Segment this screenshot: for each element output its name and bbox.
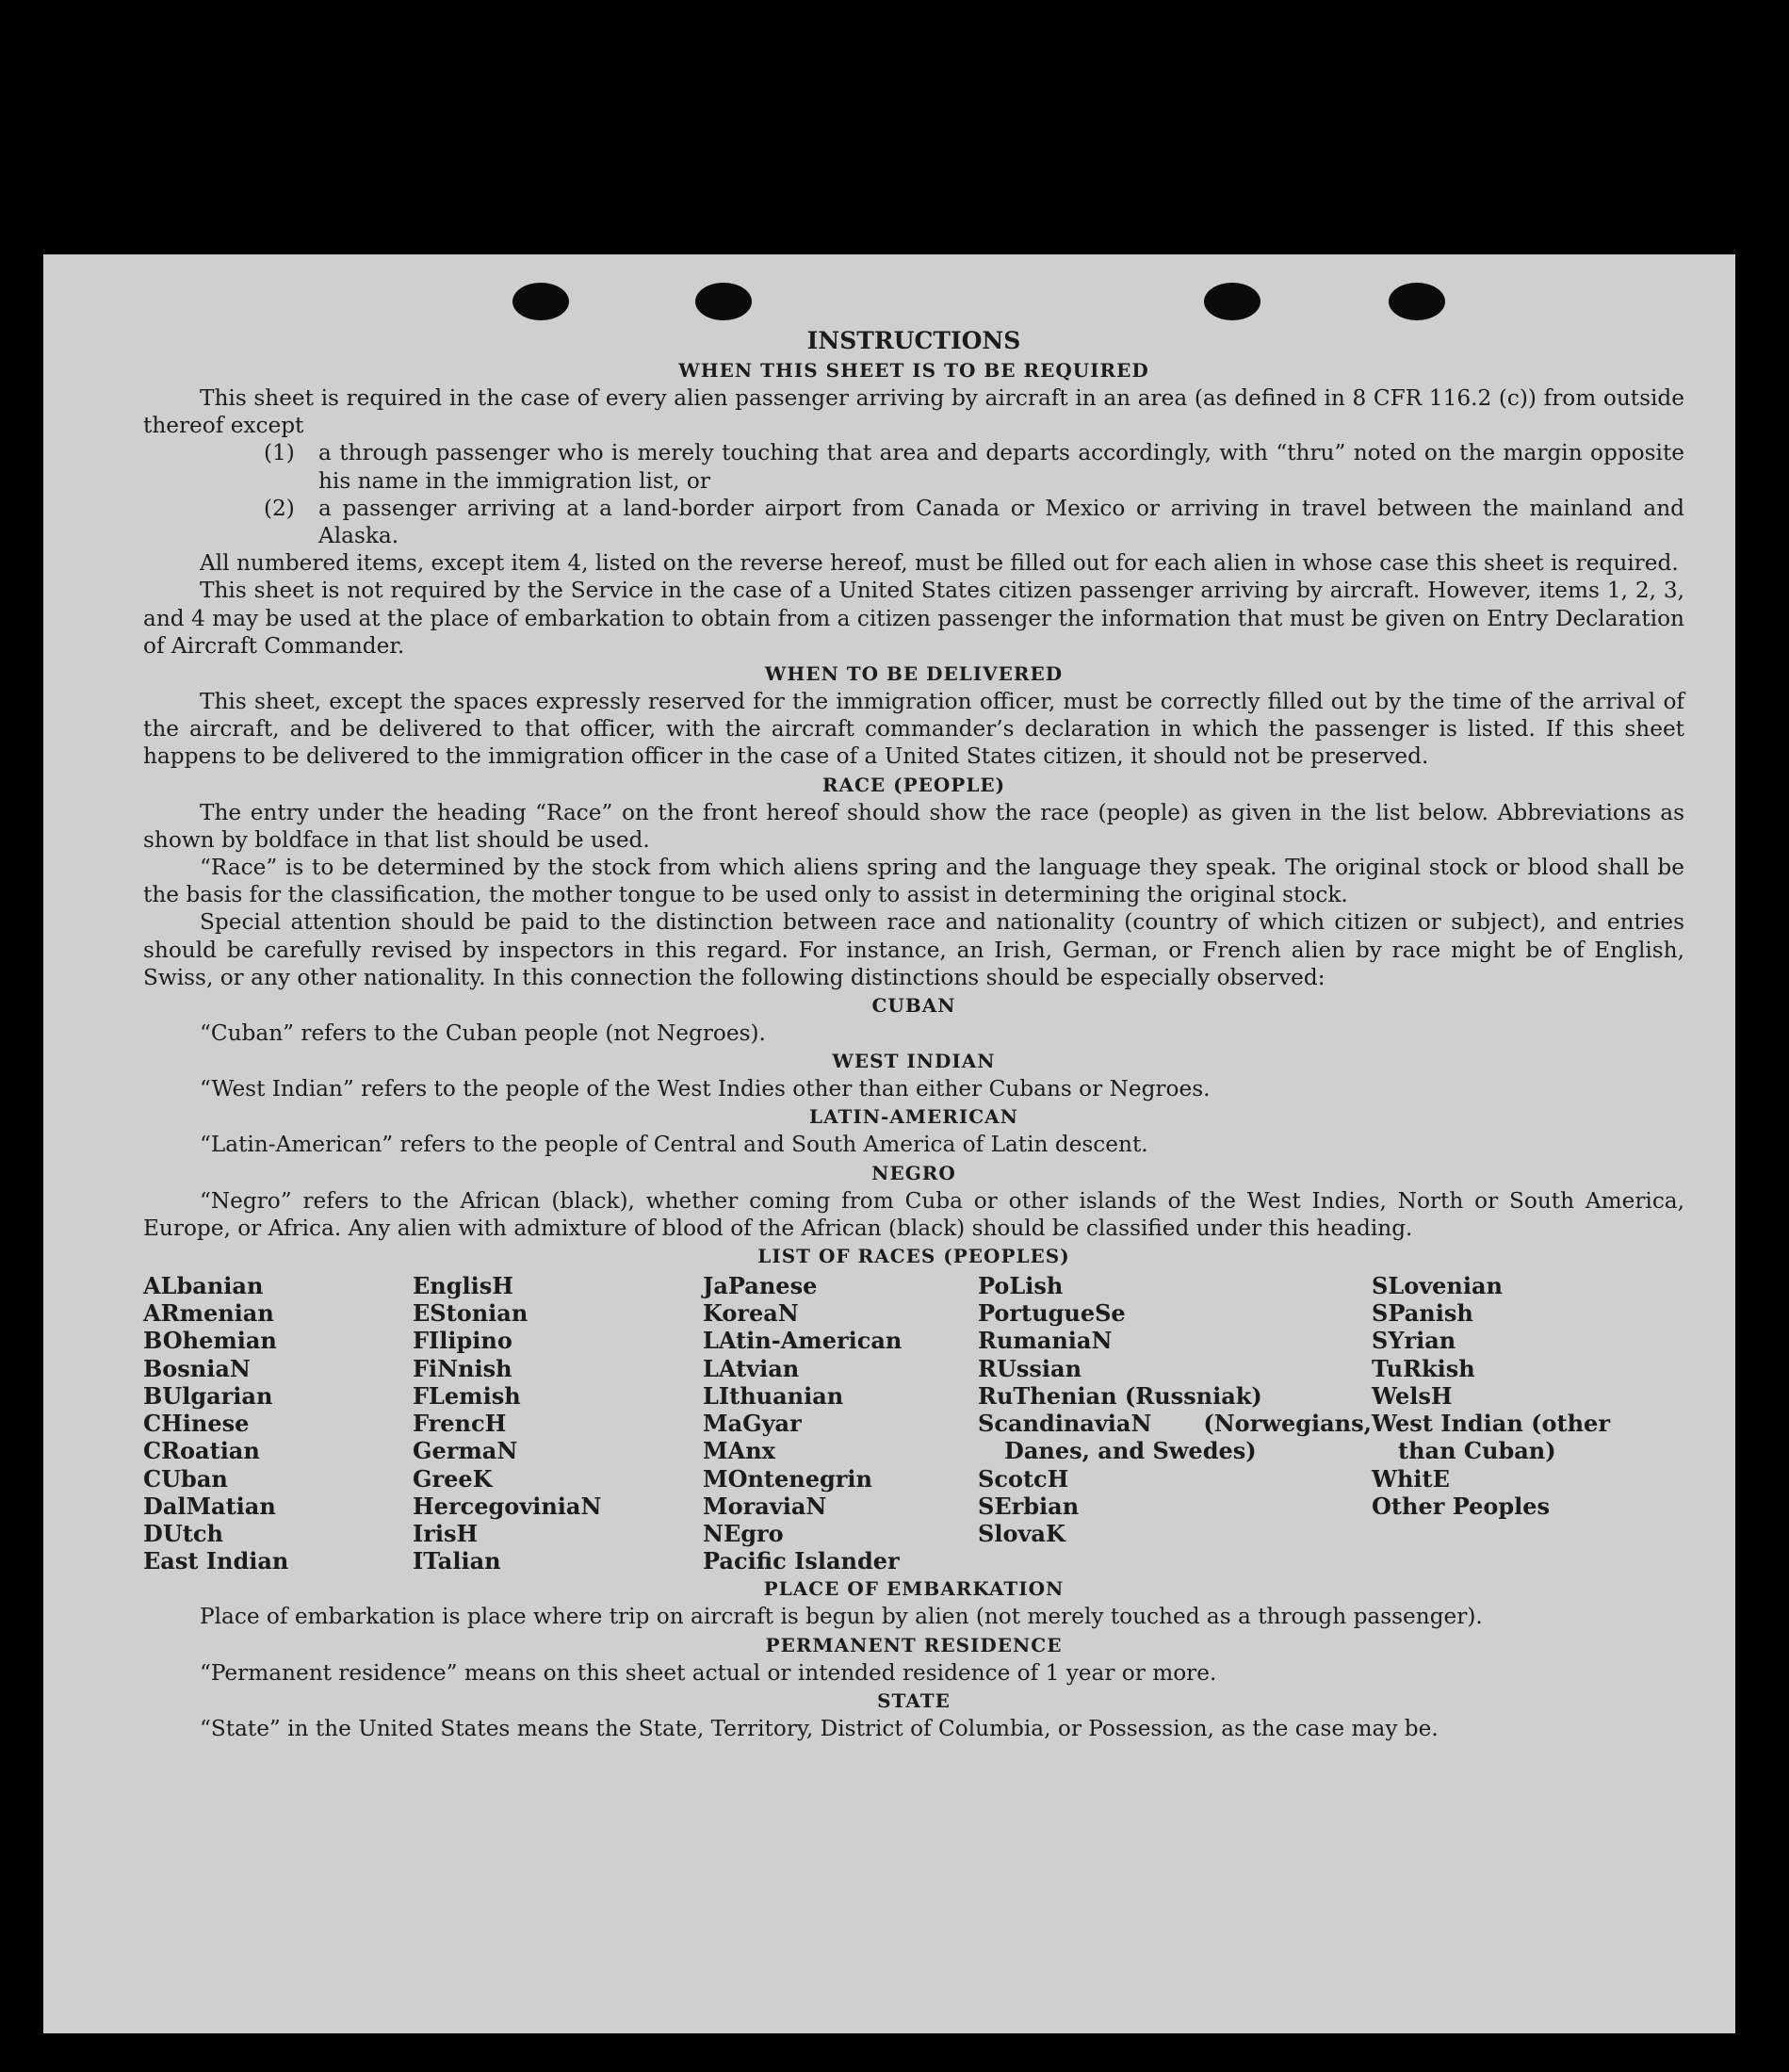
required-paragraph: This sheet is not required by the Service in the case of a United States citizen passenger arriving by aircraft. However, items 1, 2, 3, and 4 may be used at the place of embarkation to obtain from a citizen passenger the information that must be given on Entry Declaration of Aircraft Commander. xyxy=(143,578,1684,659)
race-entry: IrisH xyxy=(413,1519,479,1547)
race-entry: West Indian (other than Cuban) xyxy=(1372,1410,1610,1465)
race-paragraph: The entry under the heading “Race” on the front hereof should show the race (people) as given in the list below. Abbreviations as shown by boldface in that list should be used. xyxy=(143,799,1684,853)
race-entry: CRoatian xyxy=(143,1437,260,1465)
race-entry: SLovenian xyxy=(1372,1272,1503,1300)
race-entry: East Indian xyxy=(143,1547,289,1575)
race-entry: EnglisH xyxy=(413,1272,513,1300)
race-entry: MoraviaN xyxy=(703,1492,827,1520)
race-entry: FLemish xyxy=(413,1381,521,1410)
race-entry: PortugueSe xyxy=(978,1299,1126,1328)
race-entry: Other Peoples xyxy=(1372,1492,1551,1520)
race-entry: DalMatian xyxy=(143,1492,276,1520)
cuban-definition: “Cuban” refers to the Cuban people (not Negroes). xyxy=(200,1020,766,1047)
delivered-paragraph: This sheet, except the spaces expressly reserved for the immigration officer, must be correctly filled out by the time of the arrival of the aircraft, and be delivered to that officer, with the aircraft commander’s declaration in which the passenger is listed. If this sheet happens to be delivered to the immigration officer in the case of a United States citizen, it should not be preserved. xyxy=(143,689,1684,770)
race-column-1 xyxy=(143,1272,413,1574)
race-paragraph: Special attention should be paid to the distinction between race and nationality (country of which citizen or subject), and entries should be carefully revised by inspectors in this regard. For instance, an Irish, German, or French alien by race might be of English, Swiss, or any other nationality. In this connection the following distinctions should be especially observed: xyxy=(143,909,1684,990)
race-entry: TuRkish xyxy=(1372,1354,1475,1382)
section-heading-state: STATE xyxy=(877,1689,951,1712)
section-heading-embarkation: PLACE OF EMBARKATION xyxy=(763,1577,1065,1601)
race-entry: GermaN xyxy=(413,1437,518,1465)
race-entry: MaGyar xyxy=(703,1410,802,1438)
embarkation-definition: Place of embarkation is place where trip on aircraft is begun by alien (not merely touched as a through passenger). xyxy=(200,1604,1483,1630)
section-heading-cuban: CUBAN xyxy=(871,994,956,1018)
race-entry: WelsH xyxy=(1372,1381,1453,1410)
race-entry: CUban xyxy=(143,1464,228,1493)
state-definition: “State” in the United States means the State, Territory, District of Columbia, or Possession, as the case may be. xyxy=(200,1715,1439,1741)
race-entry: FrencH xyxy=(413,1410,507,1438)
item-number: (2) xyxy=(264,495,295,521)
instructions-text xyxy=(143,326,1684,1742)
race-entry: CHinese xyxy=(143,1410,250,1438)
section-heading-delivered: WHEN TO BE DELIVERED xyxy=(764,662,1064,686)
section-heading-list: LIST OF RACES (PEOPLES) xyxy=(757,1245,1070,1268)
item-text: a passenger arriving at a land-border airport from Canada or Mexico or arriving in travel between the mainland and Alaska. xyxy=(318,495,1684,549)
section-heading-latin-american: LATIN-AMERICAN xyxy=(809,1105,1018,1129)
race-entry: MAnx xyxy=(703,1437,775,1465)
race-entry: BosniaN xyxy=(143,1354,251,1382)
instruction-sheet xyxy=(43,254,1735,2033)
race-entry: RUssian xyxy=(978,1354,1082,1382)
negro-definition: “Negro” refers to the African (black), whether coming from Cuba or other islands of the West Indies, North or South America, Europe, or Africa. Any alien with admixture of blood of the African (black) should be classified under this heading. xyxy=(143,1187,1684,1241)
race-entry: FIlipino xyxy=(413,1327,512,1355)
item-text: a through passenger who is merely touching that area and departs accordingly, with “thru” noted on the margin opposite his name in the immigration list, or xyxy=(318,440,1684,494)
section-heading-required: WHEN THIS SHEET IS TO BE REQUIRED xyxy=(678,359,1149,382)
section-heading-negro: NEGRO xyxy=(871,1161,956,1184)
race-entry: LAtin-American xyxy=(703,1327,903,1355)
race-entry: Pacific Islander xyxy=(703,1547,900,1575)
race-entry: SlovaK xyxy=(978,1519,1065,1547)
race-entry: PoLish xyxy=(978,1272,1064,1300)
race-paragraph: “Race” is to be determined by the stock from which aliens spring and the language they speak. The original stock or blood shall be the basis for the classification, the mother tongue to be used only to assist in determining the original stock. xyxy=(143,855,1684,908)
race-entry: MOntenegrin xyxy=(703,1464,872,1493)
race-column-3 xyxy=(703,1272,978,1574)
race-entry: RuThenian (Russniak) xyxy=(978,1381,1262,1410)
west-indian-definition: “West Indian” refers to the people of the West Indies other than either Cubans or Negroes. xyxy=(200,1076,1211,1102)
race-entry: BOhemian xyxy=(143,1327,277,1355)
race-entry: DUtch xyxy=(143,1519,223,1547)
race-entry: LAtvian xyxy=(703,1354,800,1382)
race-column-2 xyxy=(413,1272,703,1574)
page-title: INSTRUCTIONS xyxy=(806,327,1021,354)
race-entry: JaPanese xyxy=(703,1272,818,1300)
race-entry: WhitE xyxy=(1372,1464,1450,1493)
section-heading-residence: PERMANENT RESIDENCE xyxy=(765,1633,1063,1656)
race-entry: BUlgarian xyxy=(143,1381,273,1410)
race-entry: SYrian xyxy=(1372,1327,1456,1355)
exception-item xyxy=(143,439,1684,494)
item-number: (1) xyxy=(264,440,295,466)
race-entry: HercegoviniaN xyxy=(413,1492,602,1520)
race-entry: SPanish xyxy=(1372,1299,1473,1328)
race-entry: ScotcH xyxy=(978,1464,1069,1493)
race-entry: EStonian xyxy=(413,1299,529,1328)
exception-item xyxy=(143,495,1684,549)
race-entry: KoreaN xyxy=(703,1299,799,1328)
race-column-5 xyxy=(1372,1272,1654,1574)
race-entry: NEgro xyxy=(703,1519,784,1547)
race-entry: ARmenian xyxy=(143,1299,274,1328)
punch-hole xyxy=(695,283,752,320)
latin-american-definition: “Latin-American” refers to the people of Central and South America of Latin descent. xyxy=(200,1132,1148,1158)
race-entry: FiNnish xyxy=(413,1354,512,1382)
section-heading-west-indian: WEST INDIAN xyxy=(832,1050,996,1073)
residence-definition: “Permanent residence” means on this sheet actual or intended residence of 1 year or more. xyxy=(200,1659,1217,1686)
race-entry: LIthuanian xyxy=(703,1381,844,1410)
race-entry: SErbian xyxy=(978,1492,1080,1520)
race-column-4 xyxy=(978,1272,1372,1574)
section-heading-race: RACE (PEOPLE) xyxy=(821,773,1006,796)
punch-hole xyxy=(1204,283,1260,320)
race-entry: ALbanian xyxy=(143,1272,264,1300)
race-list xyxy=(143,1272,1684,1574)
punch-hole xyxy=(512,283,569,320)
race-entry: GreeK xyxy=(413,1464,493,1493)
required-paragraph: All numbered items, except item 4, listed on the reverse hereof, must be filled out for each alien in whose case this sheet is required. xyxy=(200,550,1679,577)
race-entry: ITalian xyxy=(413,1547,501,1575)
race-entry: RumaniaN xyxy=(978,1327,1113,1355)
required-intro: This sheet is required in the case of every alien passenger arriving by aircraft in an area (as defined in 8 CFR 116.2 (c)) from outside thereof except xyxy=(143,385,1684,439)
race-entry: ScandinaviaN (Norwegians, Danes, and Swedes) xyxy=(978,1410,1372,1465)
punch-hole xyxy=(1389,283,1445,320)
